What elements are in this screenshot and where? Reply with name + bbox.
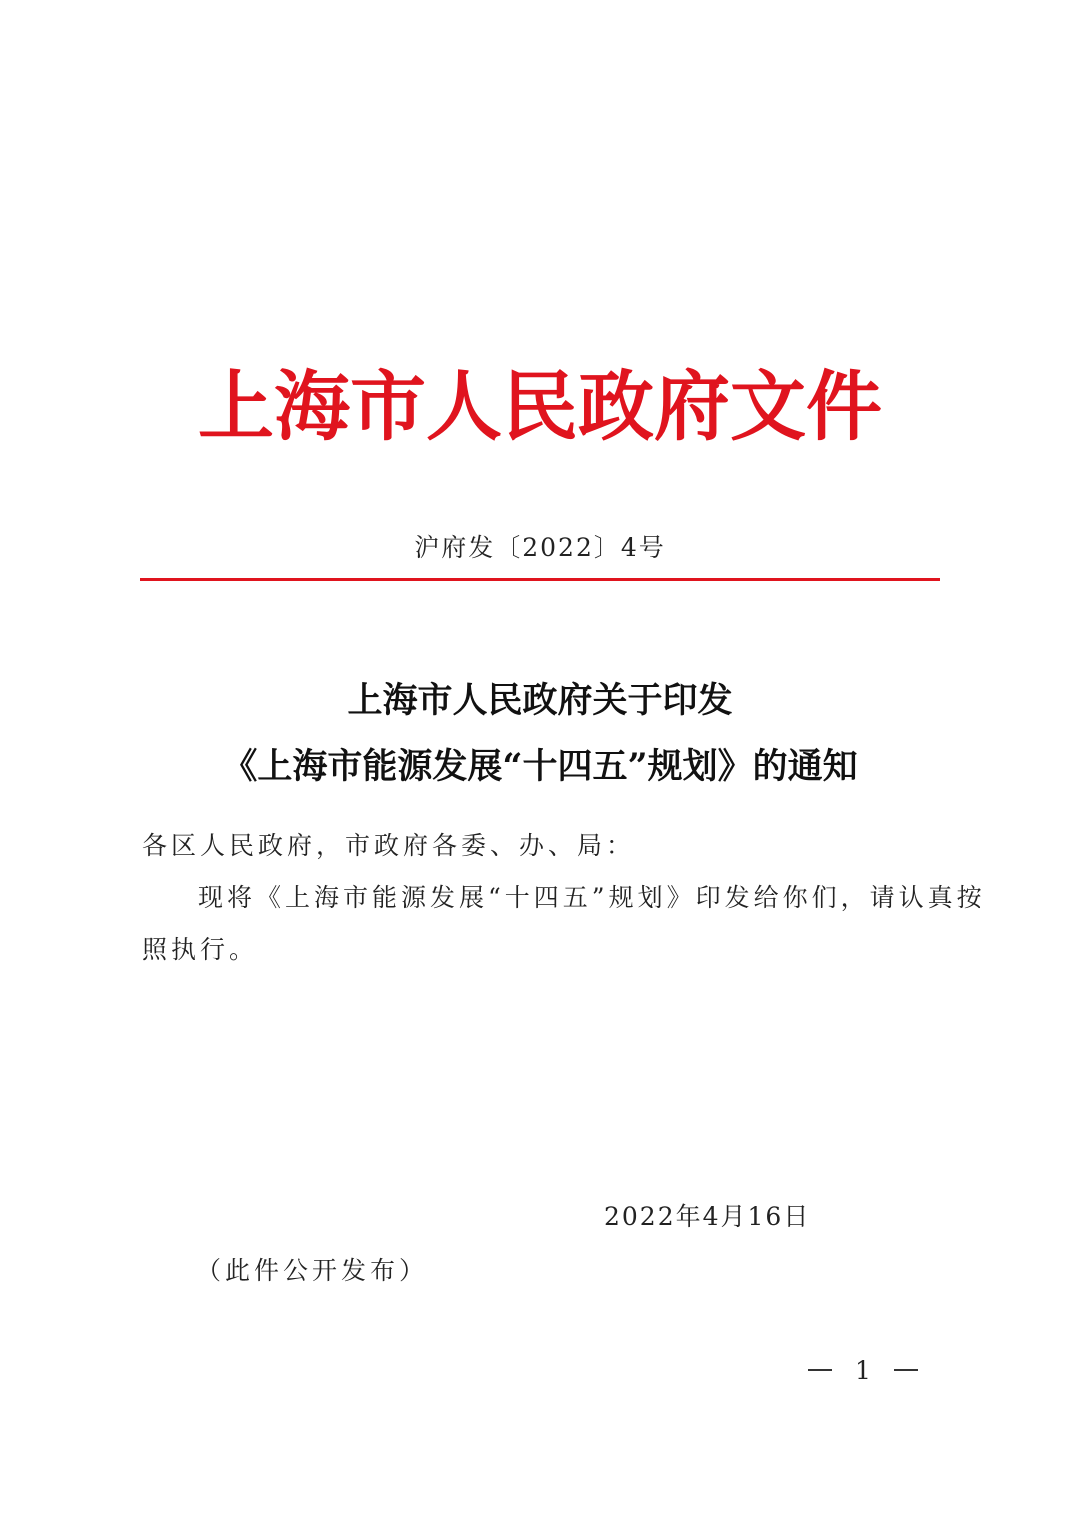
public-release-note: （此件公开发布） xyxy=(196,1256,429,1285)
page-number xyxy=(808,1350,918,1390)
issue-date: 2022年4月16日 xyxy=(604,1202,811,1231)
salutation: 各区人民政府，市政府各委、办、局： xyxy=(142,831,636,860)
notice-title-line-2: 《上海市能源发展“十四五”规划》的通知 xyxy=(222,746,858,787)
body-paragraph-line-2: 照执行。 xyxy=(142,935,259,964)
document-number: 沪府发〔2022〕4号 xyxy=(414,533,666,562)
page-number-dash-right xyxy=(894,1369,918,1371)
page-number-value: 1 xyxy=(855,1355,871,1385)
red-divider-rule xyxy=(140,578,940,581)
body-paragraph-line-1: 现将《上海市能源发展“十四五”规划》印发给你们，请认真按 xyxy=(198,883,986,912)
issuer-header-title: 上海市人民政府文件 xyxy=(198,362,882,451)
notice-title-line-1: 上海市人民政府关于印发 xyxy=(347,680,733,721)
page-number-dash-left xyxy=(808,1369,832,1371)
